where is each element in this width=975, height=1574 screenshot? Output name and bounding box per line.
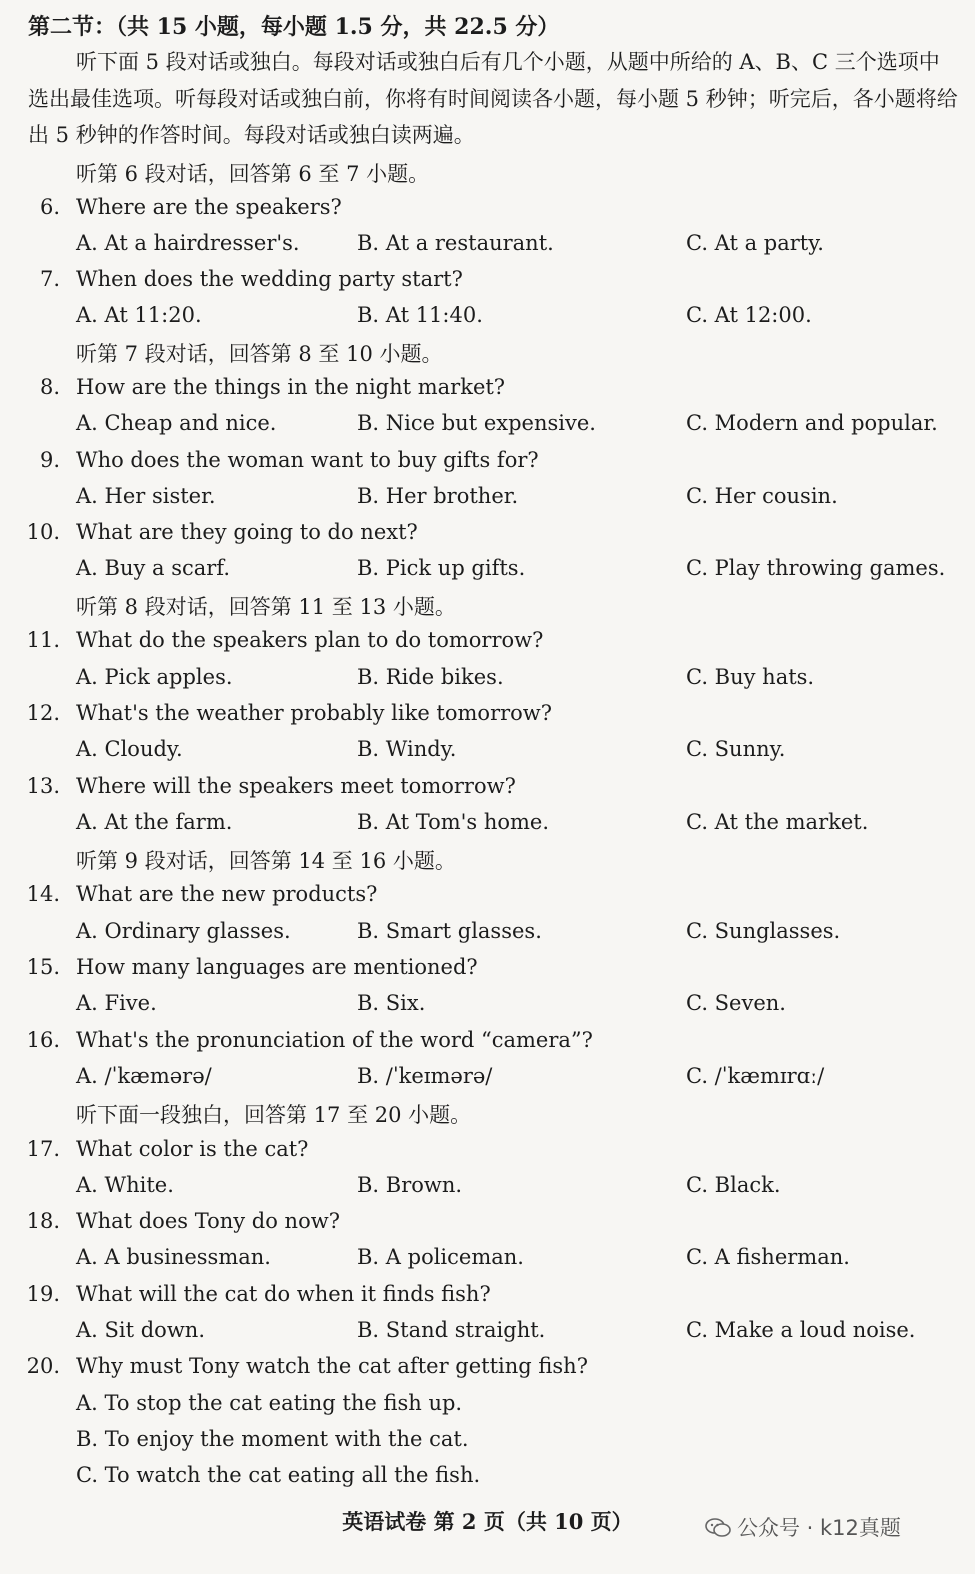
question-text: What are they going to do next? [76,520,418,544]
dialogue-intro: 听第 7 段对话，回答第 8 至 10 小题。 [76,342,443,366]
question-text: What's the pronunciation of the word “camera”? [76,1028,593,1052]
dialogue-intro: 听第 9 段对话，回答第 14 至 16 小题。 [76,849,456,873]
question-text: How are the things in the night market? [76,375,506,399]
watermark [705,1512,901,1542]
option-a: A. /ˈkæmərə/ [76,1064,212,1088]
option-c: C. Sunny. [686,737,786,761]
question-text: What do the speakers plan to do tomorrow? [76,628,544,652]
monologue-intro: 听下面一段独白，回答第 17 至 20 小题。 [76,1103,472,1127]
option-c: C. Her cousin. [686,484,838,508]
question-number: 12. [26,701,60,725]
option-a: A. A businessman. [76,1245,271,1269]
question-text: What color is the cat? [76,1137,309,1161]
question-number: 19. [26,1282,60,1306]
option-b: B. Her brother. [357,484,519,508]
page-footer: 英语试卷 第 2 页（共 10 页） [342,1509,633,1534]
option-a: A. Cloudy. [76,737,183,761]
question-number: 9. [39,448,60,472]
option-b: B. Windy. [357,737,457,761]
question-number: 7. [39,267,60,291]
question-text: Where are the speakers? [76,195,342,219]
option-c: C. Seven. [686,991,786,1015]
option-b: B. Brown. [357,1173,463,1197]
option-a: A. Her sister. [76,484,216,508]
watermark-text: 公众号 · k12真题 [737,1516,901,1540]
instructions-paragraph: 听下面 5 段对话或独白。每段对话或独白后有几个小题，从题中所给的 A、B、C 三个选项中选出最佳选项。听每段对话或独白前，你将有时间阅读各小题，每小题 5 秒钟；听完后，各小题将给出 5 秒钟的作答时间。每段对话或独白读两遍。 [28,50,958,147]
option-a: A. Buy a scarf. [76,556,231,580]
option-c: C. Sunglasses. [686,919,841,943]
option-c: C. At a party. [686,231,824,255]
question-text: What's the weather probably like tomorrow? [76,701,553,725]
option-b: B. At a restaurant. [357,231,554,255]
option-b: B. Six. [357,991,426,1015]
option-b: B. To enjoy the moment with the cat. [76,1427,469,1451]
option-c: C. At the market. [686,810,869,834]
option-b: B. At 11:40. [357,303,483,327]
question-text: What will the cat do when it finds fish? [76,1282,491,1306]
option-a: A. Pick apples. [76,665,233,689]
option-a: A. White. [76,1173,174,1197]
question-text: Who does the woman want to buy gifts for? [76,448,539,472]
option-b: B. /ˈkeɪmərə/ [357,1064,493,1088]
option-c: C. Black. [686,1173,781,1197]
option-a: A. At 11:20. [76,303,202,327]
option-b: B. Ride bikes. [357,665,504,689]
question-number: 14. [26,882,60,906]
option-a: A. Cheap and nice. [76,411,277,435]
option-a: A. Five. [76,991,157,1015]
question-number: 15. [26,955,60,979]
option-a: A. Sit down. [76,1318,205,1342]
question-number: 18. [26,1209,60,1233]
option-a: A. To stop the cat eating the fish up. [76,1391,463,1415]
option-b: B. Smart glasses. [357,919,542,943]
option-c: C. Modern and popular. [686,411,938,435]
option-c: C. Make a loud noise. [686,1318,916,1342]
question-text: What does Tony do now? [76,1209,340,1233]
dialogue-intro: 听第 6 段对话，回答第 6 至 7 小题。 [76,162,430,186]
option-c: C. Buy hats. [686,665,815,689]
question-text: Why must Tony watch the cat after getting fish? [76,1354,588,1378]
option-c: C. A fisherman. [686,1245,850,1269]
question-number: 8. [39,375,60,399]
option-a: A. Ordinary glasses. [76,919,291,943]
question-number: 13. [26,774,60,798]
question-number: 6. [39,195,60,219]
question-number: 20. [26,1354,60,1378]
option-a: A. At a hairdresser's. [76,231,300,255]
option-b: B. At Tom's home. [357,810,550,834]
question-number: 16. [26,1028,60,1052]
option-c: C. Play throwing games. [686,556,946,580]
option-b: B. Nice but expensive. [357,411,596,435]
option-c: C. /ˈkæmɪrɑː/ [686,1064,825,1088]
dialogue-intro: 听第 8 段对话，回答第 11 至 13 小题。 [76,595,456,619]
option-b: B. Stand straight. [357,1318,546,1342]
option-a: A. At the farm. [76,810,233,834]
question-text: When does the wedding party start? [76,267,463,291]
option-b: B. A policeman. [357,1245,524,1269]
option-c: C. To watch the cat eating all the fish. [76,1463,481,1487]
section-title: 第二节：（共 15 小题，每小题 1.5 分，共 22.5 分） [28,14,560,40]
question-text: Where will the speakers meet tomorrow? [76,774,516,798]
question-number: 10. [26,520,60,544]
question-number: 17. [26,1137,60,1161]
option-c: C. At 12:00. [686,303,812,327]
option-b: B. Pick up gifts. [357,556,526,580]
wechat-icon [705,1518,731,1538]
question-text: How many languages are mentioned? [76,955,478,979]
question-number: 11. [26,628,60,652]
question-text: What are the new products? [76,882,378,906]
